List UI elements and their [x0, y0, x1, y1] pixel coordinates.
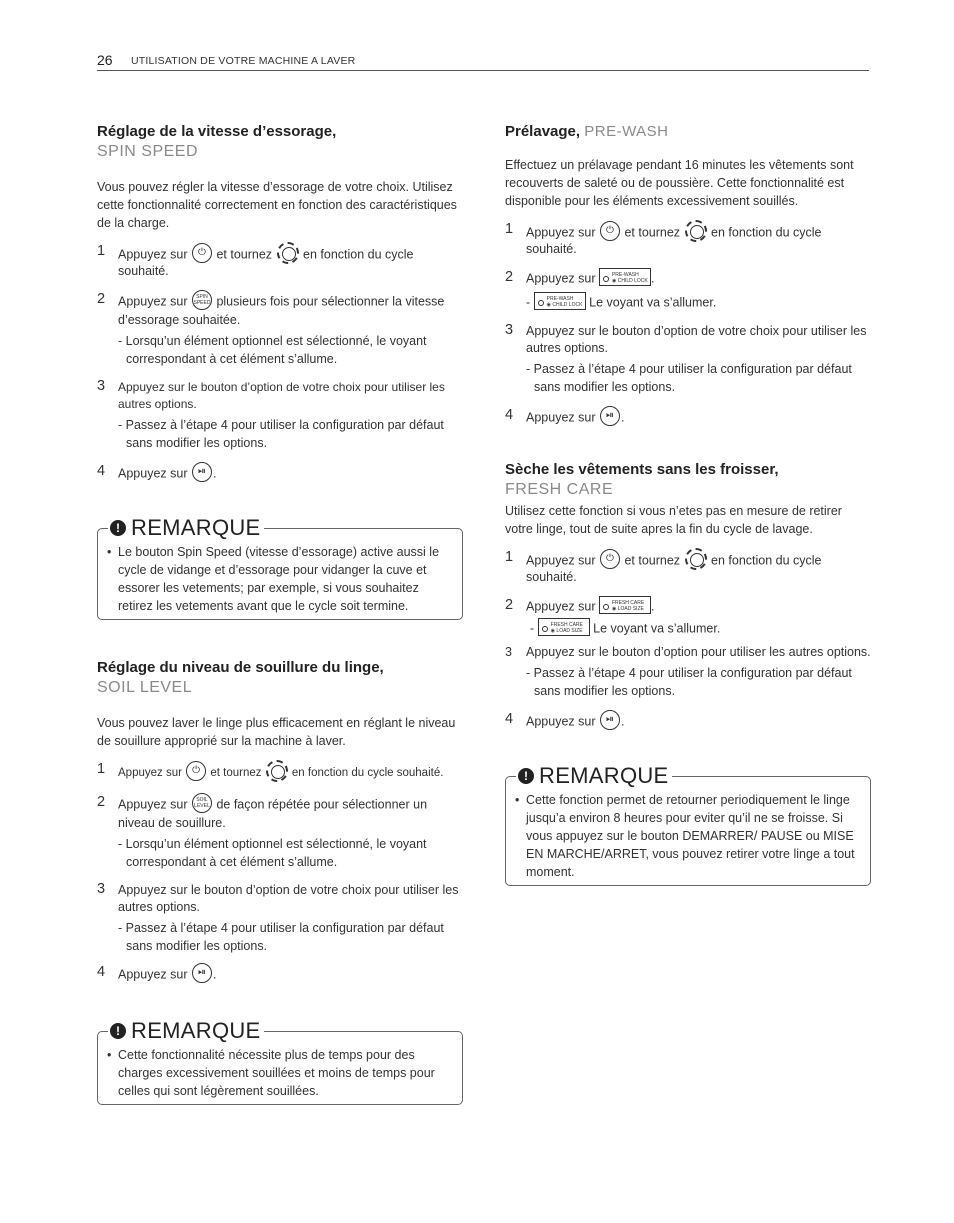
soil-step-2-note: - Lorsqu’un élément optionnel est sélectionné, le voyant correspondant à cet élément s’allume. — [118, 837, 427, 869]
spin-step-2: 2 Appuyez sur SPIN SPEED plusieurs fois pour sélectionner la vitesse d’essorage souhaitée. - Lorsqu’un élément optionnel est sélectionné, le voyant correspondant à cet élément s’allume. — [97, 292, 463, 368]
page-number: 26 — [97, 52, 113, 68]
page-header — [97, 50, 869, 71]
note-text: • Cette fonction permet de retourner periodiquement le linge jusqu’a environ 8 heures pour eviter qu’il ne se froisse. Si vous appuyez sur le bouton DEMARRER/ PAUSE ou MISE EN MARCHE/ARRET, vous pouvez retirer votre linge a tout moment. — [526, 791, 858, 881]
fresh-care-title: Sèche les vêtements sans les froisser, — [505, 461, 779, 478]
spin-step-3-note: - Passez à l’étape 4 pour utiliser la configuration par défaut sans modifier les options. — [118, 418, 444, 450]
soil-step-4: 4 Appuyez sur ⏯ . — [97, 964, 217, 982]
prewash-intro: Effectuez un prélavage pendant 16 minutes les vêtements sont recouverts de saleté ou de poussière. Cette fonctionnalité est disponible pour les éléments excessivement souillés. — [505, 158, 854, 208]
spin-speed-intro: Vous pouvez régler la vitesse d’essorage de votre choix. Utilisez cette fonctionnalité correctement en fonction des caractéristiques de la charge. — [97, 180, 457, 230]
right-column — [505, 122, 871, 886]
prewash-step-3-note: - Passez à l’étape 4 pour utiliser la configuration par défaut sans modifier les options. — [526, 362, 852, 394]
fresh-step-2-note: - FRESH CARE ◉ LOAD SIZE Le voyant va s’allumer. — [526, 620, 871, 638]
fresh-care-button-icon: FRESH CARE ◉ LOAD SIZE — [599, 596, 651, 614]
prewash-title: Prélavage, PRE-WASH — [505, 123, 669, 140]
fresh-care-intro: Utilisez cette fonction si vous n’etes pas en mesure de retirer votre linge, tout de suite apres la fin du cycle de lavage. — [505, 504, 842, 536]
start-pause-icon: ⏯ — [192, 963, 212, 983]
note-box-soil — [97, 1018, 463, 1105]
start-pause-icon: ⏯ — [600, 406, 620, 426]
left-column — [97, 122, 463, 1105]
fresh-step-2: 2 Appuyez sur FRESH CARE ◉ LOAD SIZE . - FRESH CARE ◉ LOAD SIZE Le voyant va s’allumer. — [505, 598, 871, 638]
start-pause-icon: ⏯ — [192, 462, 212, 482]
spin-speed-button-icon: SPIN SPEED — [192, 290, 212, 310]
spin-speed-title: Réglage de la vitesse d’essorage, — [97, 123, 337, 140]
prewash-step-2-note: - PRE-WASH ◉ CHILD LOCK Le voyant va s’allumer. — [526, 294, 871, 312]
note-title: REMARQUE — [131, 515, 261, 540]
spin-speed-title-en: SPIN SPEED — [97, 143, 199, 160]
soil-level-intro: Vous pouvez laver le linge plus efficacement en réglant le niveau de souillure approprié sur la machine à laver. — [97, 716, 456, 748]
spin-step-2-note: - Lorsqu’un élément optionnel est sélectionné, le voyant correspondant à cet élément s’allume. — [118, 334, 427, 366]
power-icon: ⏻ — [186, 761, 206, 781]
cycle-dial-icon — [685, 548, 707, 570]
page-section-title: UTILISATION DE VOTRE MACHINE A LAVER — [131, 55, 356, 67]
spin-step-1: 1 Appuyez sur ⏻ et tournez en fonction du cycle souhaité. — [97, 243, 414, 278]
fresh-care-title-en: FRESH CARE — [505, 481, 614, 498]
note-title: REMARQUE — [131, 1018, 261, 1043]
prewash-step-3: 3 Appuyez sur le bouton d’option de votre choix pour utiliser les autres options. - Passez à l’étape 4 pour utiliser la configuration par défaut sans modifier les options. — [505, 323, 871, 396]
prewash-step-1: 1 Appuyez sur ⏻ et tournez en fonction du cycle souhaité. — [505, 221, 822, 256]
cycle-dial-icon — [685, 220, 707, 242]
note-box-fresh-care — [505, 763, 871, 886]
soil-level-title-en: SOIL LEVEL — [97, 679, 193, 696]
cycle-dial-icon — [266, 760, 288, 782]
soil-level-button-icon: SOIL LEVEL — [192, 793, 212, 813]
fresh-care-button-icon: FRESH CARE ◉ LOAD SIZE — [538, 618, 590, 636]
power-icon: ⏻ — [192, 243, 212, 263]
note-box-spin — [97, 515, 463, 620]
prewash-button-icon: PRE-WASH ◉ CHILD LOCK — [534, 292, 586, 310]
prewash-step-4: 4 Appuyez sur ⏯ . — [505, 407, 625, 425]
warning-icon: ! — [518, 768, 534, 784]
soil-step-1: 1 Appuyez sur ⏻ et tournez en fonction du cycle souhaité. — [97, 762, 463, 784]
fresh-step-3-note: - Passez à l’étape 4 pour utiliser la configuration par défaut sans modifier les options. — [526, 666, 852, 698]
note-text: • Le bouton Spin Speed (vitesse d’essorage) active aussi le cycle de vidange et d’essorage pour vidanger la cuve et essorer les vetements; par exemple, si vous souhaitez retirez les vetements avant que le cycle soit termine. — [118, 543, 450, 615]
spin-step-3: 3 Appuyez sur le bouton d’option de votre choix pour utiliser les autres options. - Passez à l’étape 4 pour utiliser la configuration par défaut sans modifier les options. — [97, 379, 463, 452]
cycle-dial-icon — [277, 242, 299, 264]
warning-icon: ! — [110, 1023, 126, 1039]
soil-step-2: 2 Appuyez sur SOIL LEVEL de façon répétée pour sélectionner un niveau de souillure. - Lorsqu’un élément optionnel est sélectionné, le voyant correspondant à cet élément s’allume. — [97, 795, 463, 871]
power-icon: ⏻ — [600, 221, 620, 241]
fresh-step-4: 4 Appuyez sur ⏯ . — [505, 711, 625, 729]
prewash-title-en: PRE-WASH — [584, 123, 669, 140]
note-text: • Cette fonctionnalité nécessite plus de temps pour des charges excessivement souillées et moins de temps pour celles qui sont légèrement souillées. — [118, 1046, 450, 1100]
soil-step-3-note: - Passez à l’étape 4 pour utiliser la configuration par défaut sans modifier les options. — [118, 921, 444, 953]
spin-step-4: 4 Appuyez sur ⏯ . — [97, 463, 217, 481]
fresh-step-3: 3 Appuyez sur le bouton d’option pour utiliser les autres options. - Passez à l’étape 4 pour utiliser la configuration par défaut sans modifier les options. — [505, 645, 871, 698]
prewash-step-2: 2 Appuyez sur PRE-WASH ◉ CHILD LOCK . - PRE-WASH ◉ CHILD LOCK Le voyant va s’allumer. — [505, 270, 871, 312]
note-title: REMARQUE — [539, 763, 669, 788]
power-icon: ⏻ — [600, 549, 620, 569]
soil-level-title: Réglage du niveau de souillure du linge, — [97, 659, 384, 676]
fresh-step-1: 1 Appuyez sur ⏻ et tournez en fonction du cycle souhaité. — [505, 549, 822, 584]
start-pause-icon: ⏯ — [600, 710, 620, 730]
prewash-button-icon: PRE-WASH ◉ CHILD LOCK — [599, 268, 651, 286]
warning-icon: ! — [110, 520, 126, 536]
soil-step-3: 3 Appuyez sur le bouton d’option de votre choix pour utiliser les autres options. - Passez à l’étape 4 pour utiliser la configuration par défaut sans modifier les options. — [97, 882, 463, 955]
